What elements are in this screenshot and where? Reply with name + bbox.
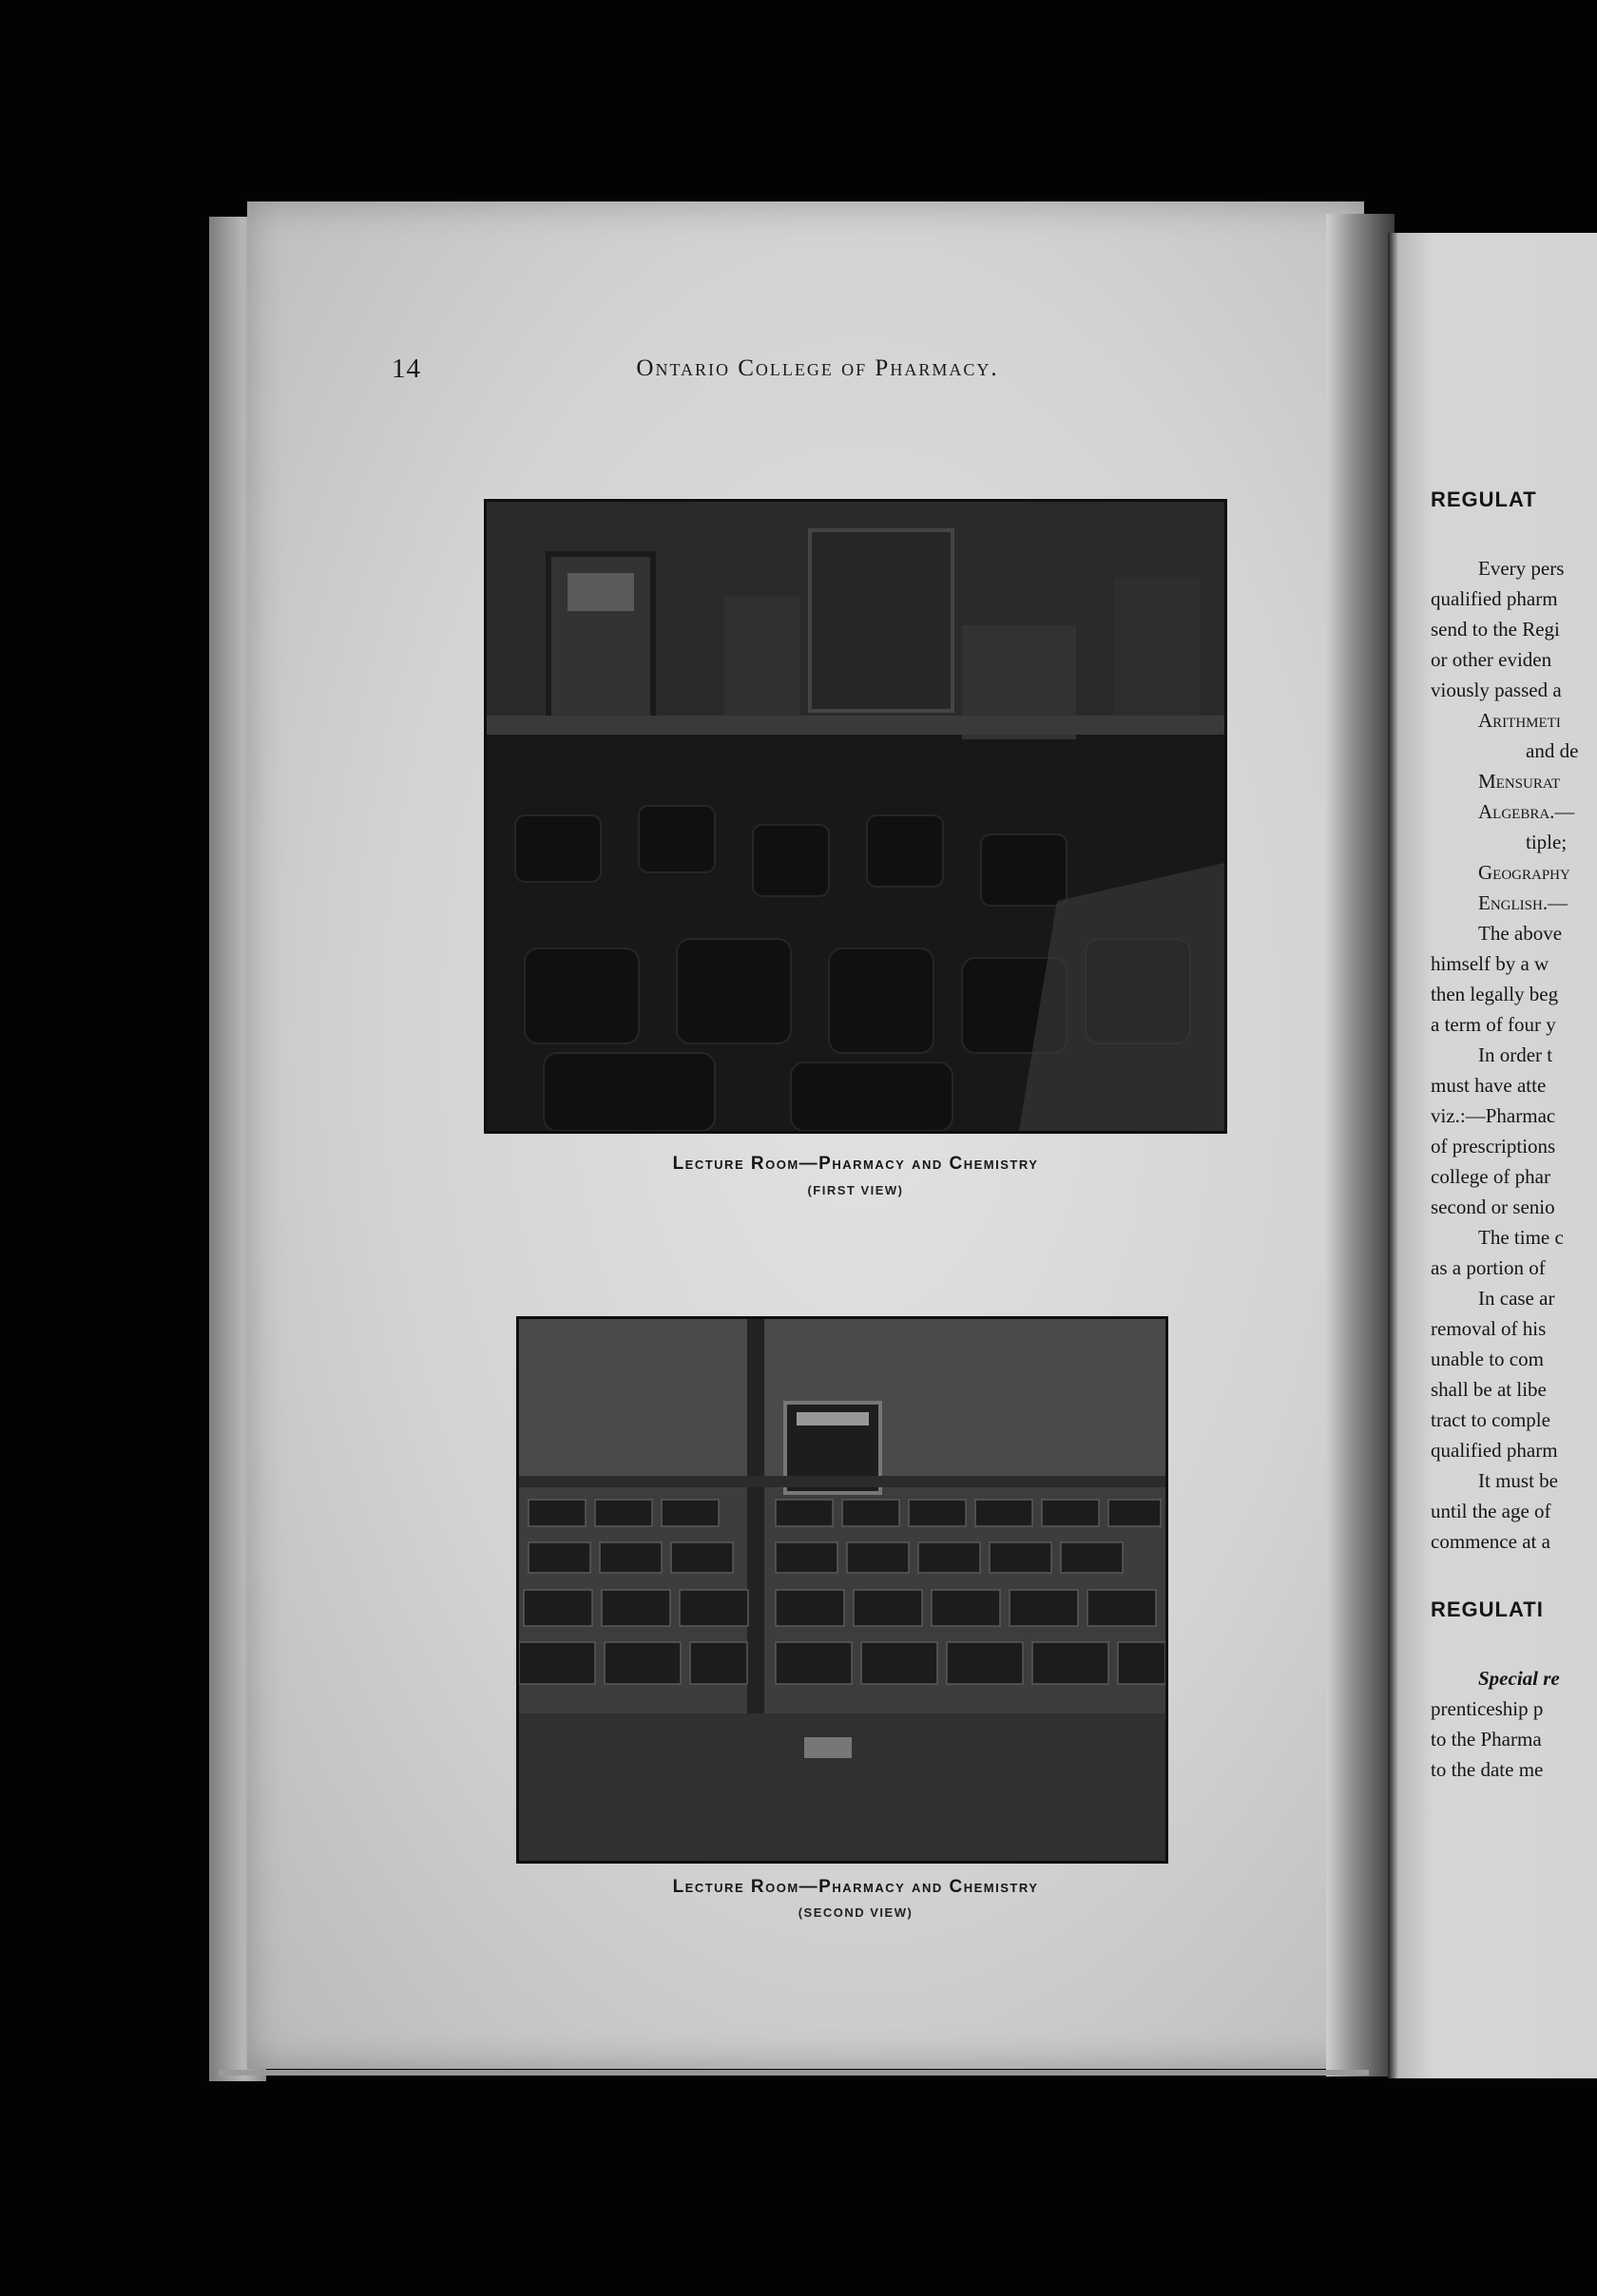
book-gutter bbox=[1326, 214, 1395, 2076]
text-line: second or senio bbox=[1431, 1196, 1555, 1218]
photo-lecture-room-second-view bbox=[516, 1316, 1168, 1864]
text-line: English.— bbox=[1478, 891, 1568, 914]
text-line: then legally beg bbox=[1431, 983, 1559, 1005]
text-line: Mensurat bbox=[1478, 770, 1561, 793]
photo-lecture-room-second-view-image bbox=[519, 1319, 1165, 1861]
text-line: Geography bbox=[1478, 861, 1570, 884]
text-line: It must be bbox=[1478, 1469, 1558, 1492]
figure-subcaption-1: (FIRST VIEW) bbox=[807, 1183, 904, 1197]
page-bottom-edge bbox=[219, 2070, 1369, 2076]
text-line: qualified pharm bbox=[1431, 587, 1558, 610]
text-line: himself by a w bbox=[1431, 952, 1549, 975]
text-line: send to the Regi bbox=[1431, 618, 1560, 641]
text-line: until the age of bbox=[1431, 1500, 1551, 1522]
text-line: qualified pharm bbox=[1431, 1439, 1558, 1462]
figure-subcaption-2: (SECOND VIEW) bbox=[798, 1905, 914, 1920]
text-line: of prescriptions bbox=[1431, 1135, 1556, 1158]
text-line: Arithmeti bbox=[1478, 709, 1561, 732]
text-line: tiple; bbox=[1526, 831, 1568, 853]
text-line: commence at a bbox=[1431, 1530, 1550, 1553]
figure-caption-1: Lecture Room—Pharmacy and Chemistry bbox=[672, 1154, 1039, 1174]
right-page-heading-1: REGULAT bbox=[1431, 488, 1537, 511]
text-line: college of phar bbox=[1431, 1165, 1550, 1188]
figure-caption-2: Lecture Room—Pharmacy and Chemistry bbox=[672, 1877, 1039, 1897]
text-line: Algebra.— bbox=[1478, 800, 1575, 823]
right-page-text bbox=[1431, 485, 1597, 1785]
text-line: a term of four y bbox=[1431, 1013, 1556, 1036]
text-line: viz.:—Pharmac bbox=[1431, 1104, 1556, 1127]
text-line: tract to comple bbox=[1431, 1408, 1550, 1431]
text-line: The above bbox=[1478, 922, 1563, 945]
text-line: viously passed a bbox=[1431, 679, 1562, 701]
page-number: 14 bbox=[392, 354, 421, 384]
text-line: and de bbox=[1526, 739, 1579, 762]
text-line: or other eviden bbox=[1431, 648, 1552, 671]
text-line: must have atte bbox=[1431, 1074, 1547, 1097]
right-page-heading-2: REGULATI bbox=[1431, 1598, 1544, 1621]
text-line: as a portion of bbox=[1431, 1256, 1546, 1279]
text-line: In case ar bbox=[1478, 1287, 1555, 1310]
text-line: shall be at libe bbox=[1431, 1378, 1547, 1401]
photo-lecture-room-first-view-image bbox=[487, 502, 1224, 1131]
text-line: removal of his bbox=[1431, 1317, 1547, 1340]
text-line: unable to com bbox=[1431, 1348, 1544, 1370]
text-line: The time c bbox=[1478, 1226, 1564, 1249]
text-line: to the date me bbox=[1431, 1758, 1544, 1781]
text-line: Special re bbox=[1478, 1667, 1560, 1690]
running-head: Ontario College of Pharmacy. bbox=[636, 355, 999, 381]
text-line: prenticeship p bbox=[1431, 1697, 1544, 1720]
text-line: Every pers bbox=[1478, 557, 1565, 580]
text-line: In order t bbox=[1478, 1043, 1553, 1066]
photo-lecture-room-first-view bbox=[484, 499, 1227, 1134]
text-line: to the Pharma bbox=[1431, 1728, 1542, 1751]
